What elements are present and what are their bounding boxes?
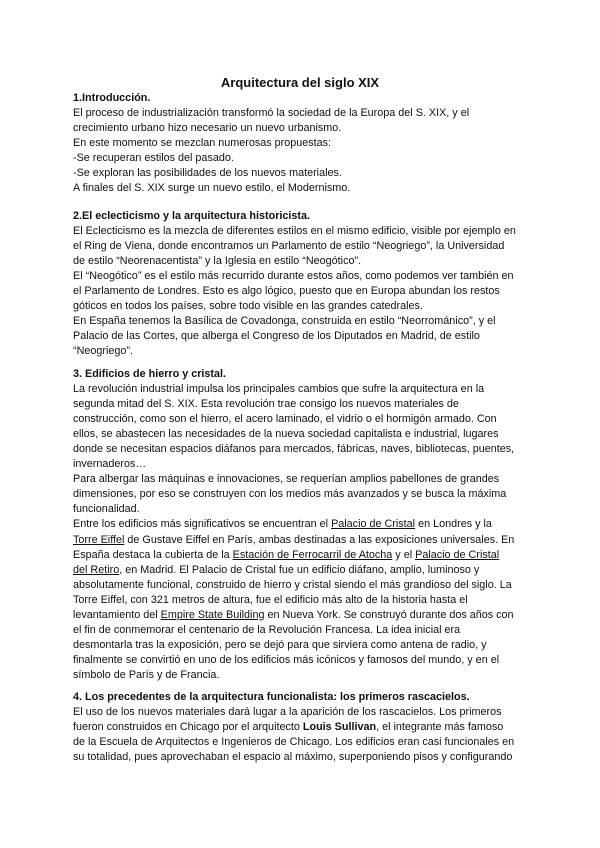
paragraph-line: el Ring de Viena, donde encontramos un Parlamento de estilo “Neogriego”, la Universidad <box>73 240 505 253</box>
paragraph-line: “Neogriego”. <box>73 345 134 358</box>
paragraph-line: símbolo de París y de Francia. <box>73 668 220 681</box>
paragraph-line: góticos en todos los países, sobre todo visible en las grandes catedrales. <box>73 300 423 313</box>
text-run: , en Madrid. El Palacio de Cristal fue un edificio diáfano, amplio, luminoso y <box>119 563 480 576</box>
section-introduccion <box>73 91 533 196</box>
palacio-de-cristal-link[interactable]: Palacio de Cristal <box>331 518 416 531</box>
section-heading: 4. Los precedentes de la arquitectura funcionalista: los primeros rascacielos. <box>73 691 470 703</box>
text-run: España destaca la cubierta de la <box>73 548 233 561</box>
paragraph-line: funcionalidad. <box>73 503 140 516</box>
paragraph-line: finalmente se convirtió en uno de los edificios más icónicos y famosos del mundo, y en el <box>73 653 500 666</box>
section-heading: 3. Edificios de hierro y cristal. <box>73 368 227 380</box>
palacio-cristal-retiro-link[interactable]: Palacio de Cristal <box>415 548 500 561</box>
paragraph-line: En España tenemos la Basílica de Covadonga, construida en estilo “Neorrománico”, y el <box>73 315 496 328</box>
section-rascacielos <box>73 690 533 765</box>
paragraph-line: el fin de conmemorar el centenario de la Revolución Francesa. La idea inicial era <box>73 623 461 636</box>
paragraph-line: su totalidad, pues aprovechaban el espacio al máximo, superponiendo pisos y configurando <box>73 751 513 764</box>
paragraph-line: dimensiones, por eso se construyen con los medios más avanzados y se busca la máxima <box>73 488 507 501</box>
text-run: en Londres y la <box>415 518 492 531</box>
section-heading: 2.El eclecticismo y la arquitectura historicista. <box>73 210 311 222</box>
torre-eiffel-link[interactable]: Torre Eiffel <box>73 533 125 546</box>
paragraph-line: el Parlamento de Londres. Esto es algo lógico, puesto que en Europa abundan los restos <box>73 285 500 298</box>
paragraph-line: Para albergar las máquinas e innovaciones, se requerían amplios pabellones de grandes <box>73 473 500 486</box>
text-run: en Nueva York. Se construyó durante dos años con <box>264 608 514 621</box>
empire-state-building-link[interactable]: Empire State Building <box>160 608 265 621</box>
paragraph-line: En este momento se mezclan numerosas propuestas: <box>73 137 332 150</box>
paragraph-line: El uso de los nuevos materiales dará lugar a la aparición de los rascacielos. Los primeros <box>73 706 502 719</box>
louis-sullivan-name: Louis Sullivan <box>302 721 377 734</box>
paragraph-line: -Se recuperan estilos del pasado. <box>73 152 234 165</box>
text-run: fueron construidos en Chicago por el arquitecto <box>73 721 303 734</box>
paragraph-line: El proceso de industrialización transformó la sociedad de la Europa del S. XIX, y el <box>73 107 470 120</box>
paragraph-line: donde se necesitan espacios diáfanos para mercados, fábricas, naves, bibliotecas, puentes, <box>73 443 515 456</box>
paragraph-line: Torre Eiffel, con 321 metros de altura, fue el edificio más alto de la historia hasta el <box>73 593 468 606</box>
paragraph-line: de estilo “Neorenacentista” y la Iglesia en estilo “Neogótico”. <box>73 255 362 268</box>
paragraph-line: invernaderos… <box>73 458 147 471</box>
paragraph-line <box>73 563 533 578</box>
text-run: levantamiento del <box>73 608 161 621</box>
paragraph-line: -Se exploran las posibilidades de los nuevos materiales. <box>73 167 342 180</box>
palacio-cristal-retiro-link-cont[interactable]: del Retiro <box>73 563 120 576</box>
estacion-atocha-link[interactable]: Estación de Ferrocarril de Atocha <box>232 548 393 561</box>
document-title: Arquitectura del siglo XIX <box>220 75 380 90</box>
paragraph-line: construcción, como son el hierro, el acero laminado, el vidrio o el hormigón armado. Con <box>73 413 497 426</box>
text-run: de Gustave Eiffel en París, ambas destinadas a las exposiciones universales. En <box>124 533 515 546</box>
paragraph-line <box>73 548 533 563</box>
paragraph-line: absolutamente funcional, construido de hierro y cristal siendo el más grandioso del siglo. La <box>73 578 512 591</box>
paragraph-line: ellos, se abastecen las necesidades de la nueva sociedad capitalista e industrial, lugares <box>73 428 499 441</box>
text-run: Entre los edificios más significativos se encuentran el <box>73 518 332 531</box>
paragraph-line: El Eclecticismo es la mezcla de diferentes estilos en el mismo edificio, visible por ejemplo en <box>73 225 516 238</box>
paragraph-line: El “Neogótico” es el estilo más recurrido durante estos años, como podemos ver también en <box>73 270 514 283</box>
paragraph-line: Palacio de las Cortes, que alberga el Congreso de los Diputados en Madrid, de estilo <box>73 330 480 343</box>
section-hierro-cristal <box>73 367 533 683</box>
section-eclecticismo <box>73 209 533 359</box>
paragraph-line: segunda mitad del S. XIX. Esta revolución trae consigo los nuevos materiales de <box>73 398 459 411</box>
paragraph-line <box>73 608 533 623</box>
paragraph-line: La revolución industrial impulsa los principales cambios que sufre la arquitectura en la <box>73 383 485 396</box>
section-heading: 1.Introducción. <box>73 92 151 104</box>
paragraph-line <box>73 517 533 532</box>
paragraph-line <box>73 720 533 735</box>
paragraph-line <box>73 533 533 548</box>
paragraph-line: de la Escuela de Arquitectos e Ingenieros de Chicago. Los edificios eran casi funcionales en <box>73 736 515 749</box>
text-run: , el integrante más famoso <box>376 721 504 734</box>
paragraph-line: crecimiento urbano hizo necesario un nuevo urbanismo. <box>73 122 342 135</box>
text-run: y el <box>392 548 416 561</box>
paragraph-line: desmontarla tras la exposición, pero se dejó para que sirviera como antena de radio, y <box>73 638 487 651</box>
paragraph-line: A finales del S. XIX surge un nuevo estilo, el Modernismo. <box>73 182 351 195</box>
